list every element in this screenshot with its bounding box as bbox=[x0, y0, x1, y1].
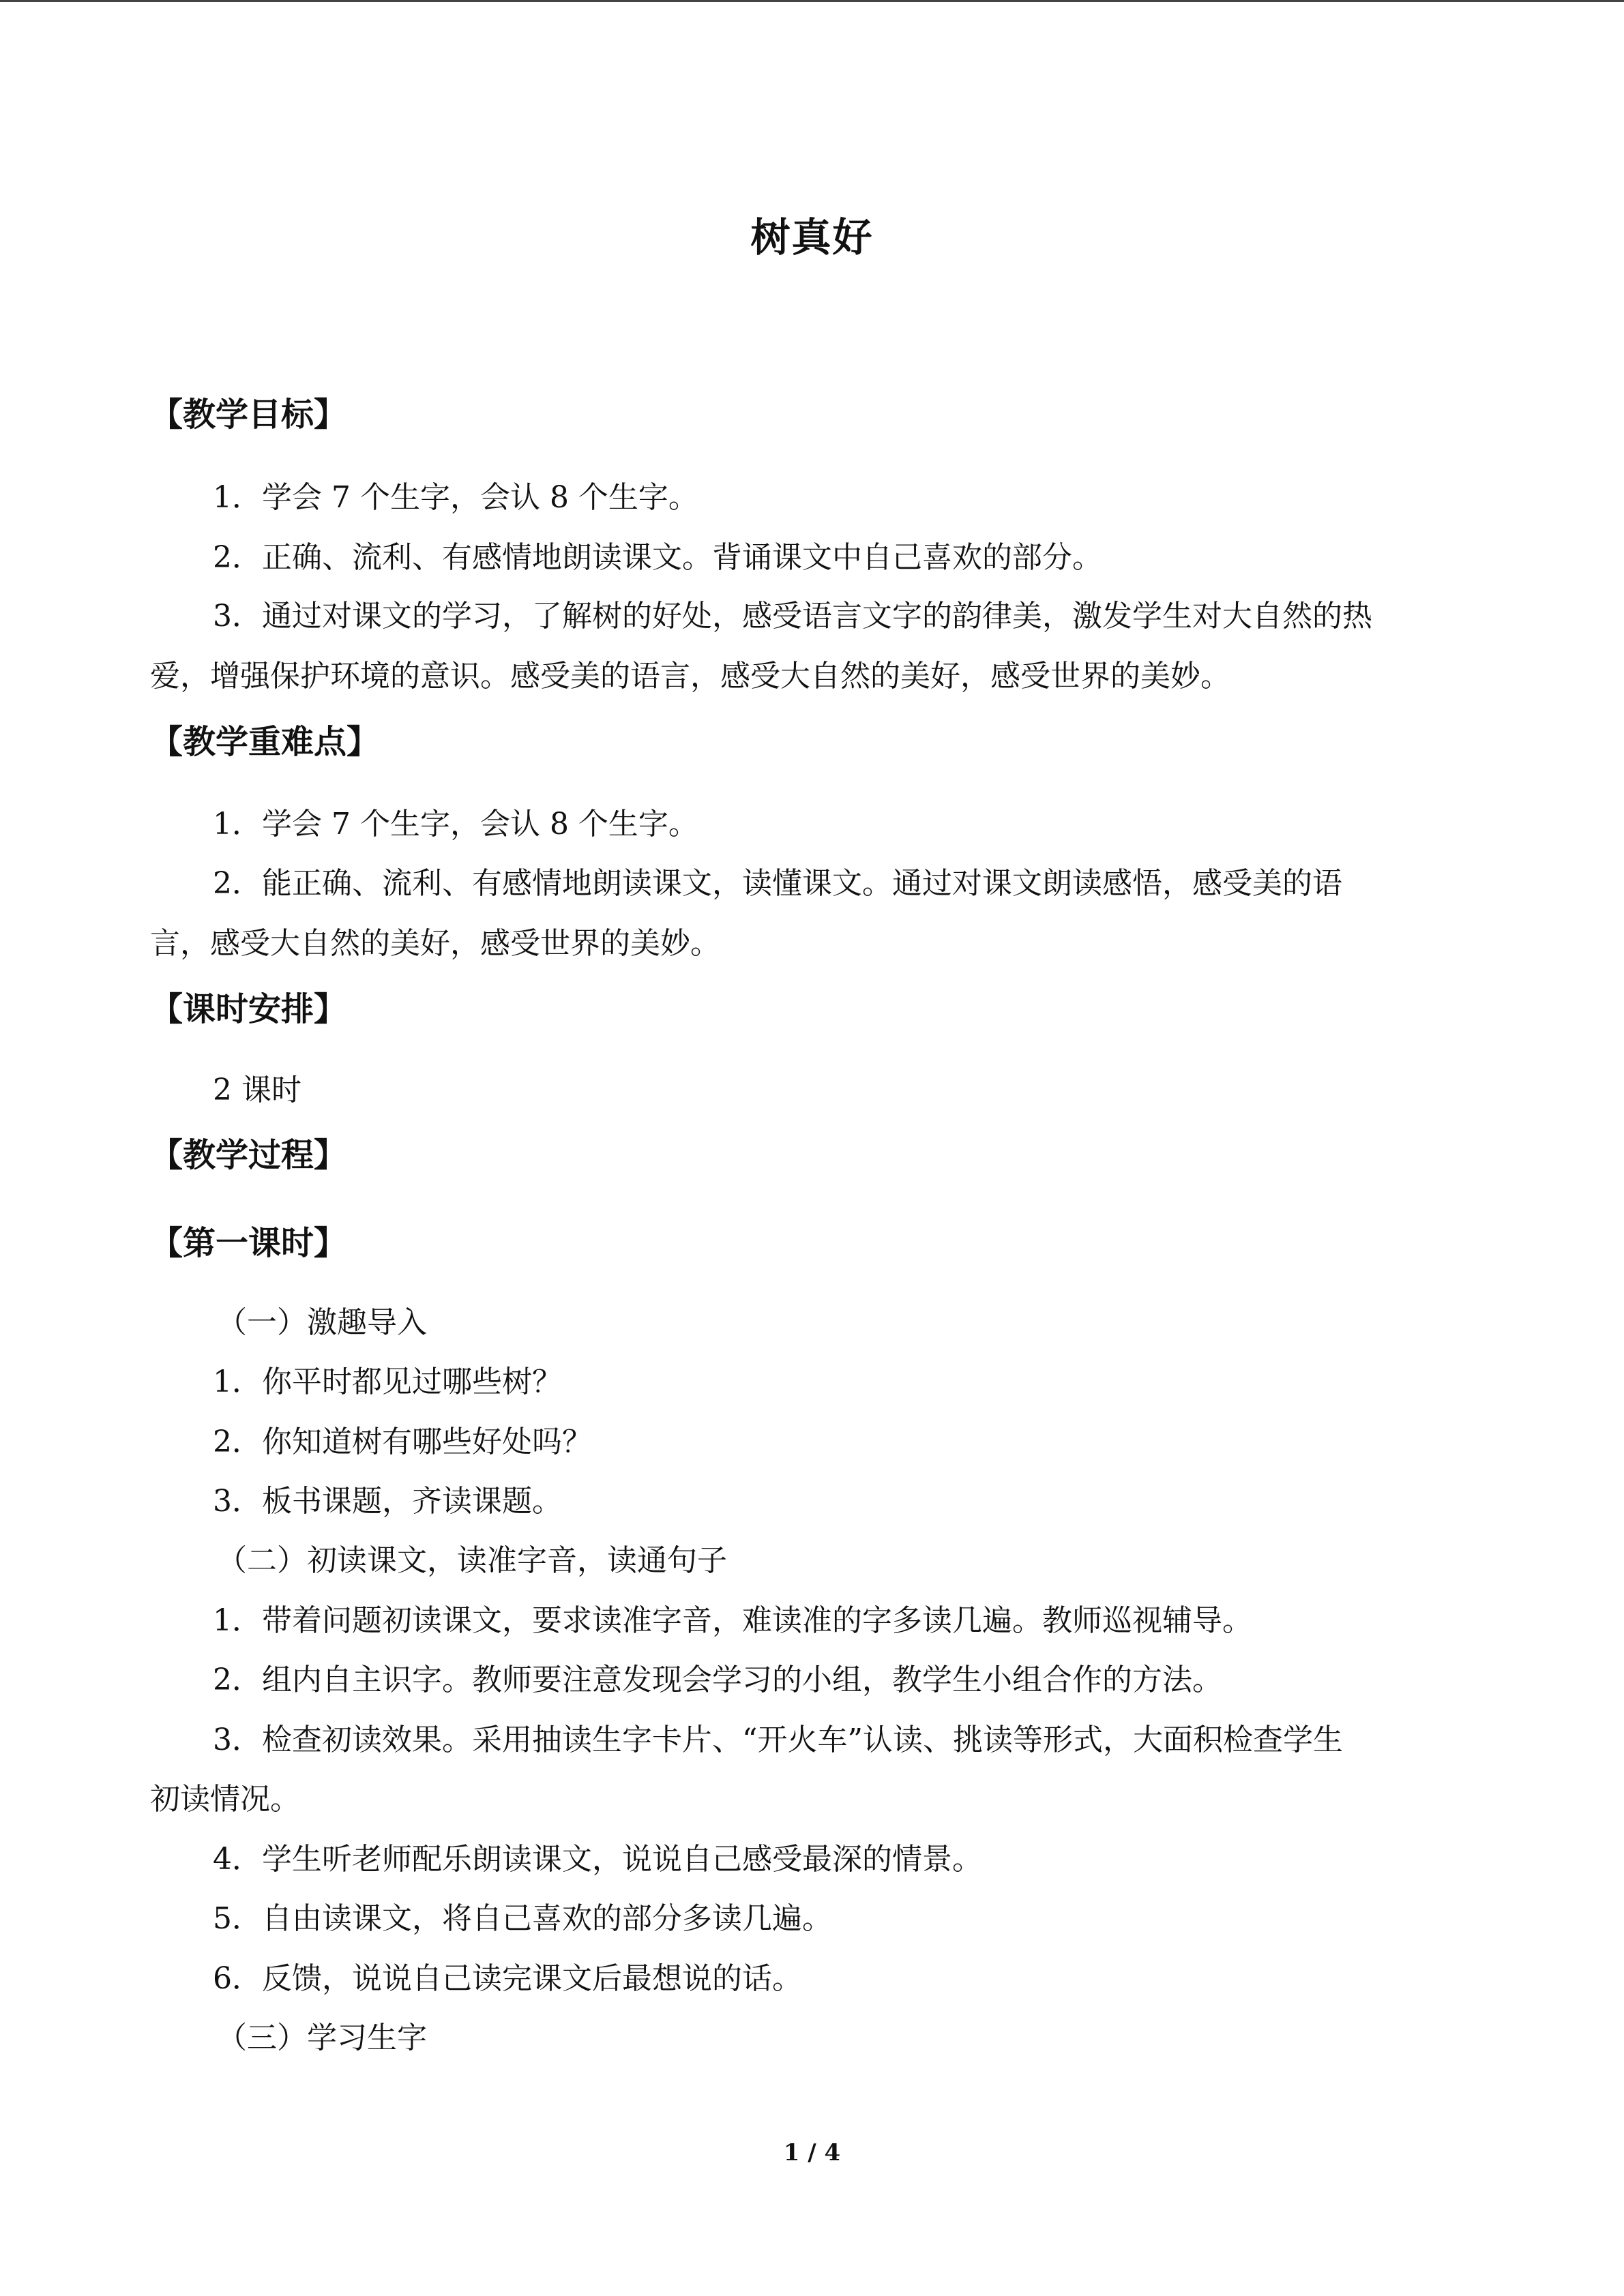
lesson-1-part-2-item-3-line-2: 初读情况。 bbox=[150, 1782, 300, 1817]
key-points-item-2-line-2: 言，感受大自然的美好，感受世界的美妙。 bbox=[150, 926, 720, 961]
key-points-item-2-line-1: 2．能正确、流利、有感情地朗读课文，读懂课文。通过对课文朗读感悟，感受美的语 bbox=[213, 866, 1342, 901]
objectives-item-3-line-2: 爱，增强保护环境的意识。感受美的语言，感受大自然的美好，感受世界的美妙。 bbox=[150, 659, 1230, 694]
lesson-1-part-1-item-2: 2．你知道树有哪些好处吗？ bbox=[213, 1425, 592, 1459]
lesson-1-part-1-item-3: 3．板书课题，齐读课题。 bbox=[213, 1484, 562, 1519]
objectives-item-1: 1．学会 7 个生字，会认 8 个生字。 bbox=[213, 480, 698, 515]
schedule-text: 2 课时 bbox=[213, 1073, 301, 1107]
lesson-1-part-1-item-1: 1．你平时都见过哪些树？ bbox=[213, 1365, 562, 1399]
objectives-item-2: 2．正确、流利、有感情地朗读课文。背诵课文中自己喜欢的部分。 bbox=[213, 540, 1102, 575]
lesson-1-part-2-title: （二）初读课文，读准字音，读通句子 bbox=[217, 1543, 727, 1578]
lesson-1-part-2-item-5: 5．自由读课文，将自己喜欢的部分多读几遍。 bbox=[213, 1901, 832, 1936]
lesson-1-part-2-item-2: 2．组内自主识字。教师要注意发现会学习的小组，教学生小组合作的方法。 bbox=[213, 1663, 1222, 1697]
schedule-heading: 【课时安排】 bbox=[150, 990, 347, 1028]
lesson-1-part-1-title: （一）激趣导入 bbox=[217, 1305, 427, 1340]
lesson-1-part-2-item-1: 1．带着问题初读课文，要求读准字音，难读准的字多读几遍。教师巡视辅导。 bbox=[213, 1603, 1252, 1638]
document-title: 树真好 bbox=[750, 214, 874, 260]
page-number: 1 / 4 bbox=[783, 2139, 841, 2166]
lesson-1-heading: 【第一课时】 bbox=[150, 1224, 347, 1262]
process-heading: 【教学过程】 bbox=[150, 1136, 347, 1174]
lesson-1-part-2-item-6: 6．反馈，说说自己读完课文后最想说的话。 bbox=[213, 1961, 802, 1996]
lesson-1-part-2-item-4: 4．学生听老师配乐朗读课文，说说自己感受最深的情景。 bbox=[213, 1842, 982, 1877]
key-points-heading: 【教学重难点】 bbox=[150, 723, 380, 761]
key-points-item-1: 1．学会 7 个生字，会认 8 个生字。 bbox=[213, 807, 698, 841]
lesson-1-part-2-item-3-line-1: 3．检查初读效果。采用抽读生字卡片、“开火车”认读、挑读等形式，大面积检查学生 bbox=[213, 1723, 1343, 1757]
objectives-heading: 【教学目标】 bbox=[150, 396, 347, 434]
objectives-item-3-line-1: 3．通过对课文的学习，了解树的好处，感受语言文字的韵律美，激发学生对大自然的热 bbox=[213, 599, 1372, 633]
lesson-1-part-3-title: （三）学习生字 bbox=[217, 2021, 427, 2055]
